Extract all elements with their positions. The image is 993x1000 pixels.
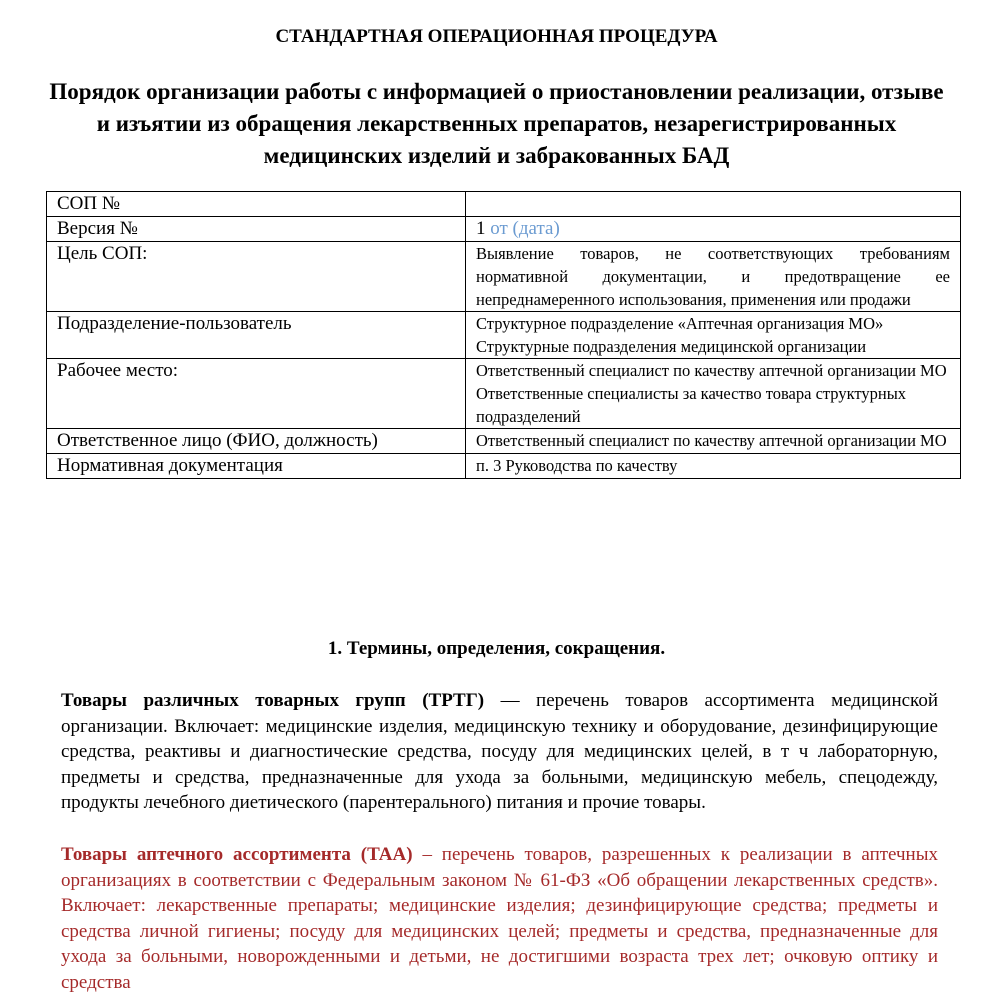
- table-row: [47, 359, 961, 429]
- row-label: Нормативная документация: [47, 454, 466, 479]
- row-value: п. 3 Руководства по качеству: [466, 454, 961, 479]
- table-row: [47, 312, 961, 359]
- row-value-line: Ответственные специалисты за качество товара структурных подразделений: [476, 384, 907, 426]
- row-value: [466, 359, 961, 429]
- row-value-line: Ответственный специалист по качеству аптечной организации МО: [476, 361, 947, 380]
- row-label: Рабочее место:: [47, 359, 466, 429]
- definition-text: — перечень товаров ассортимента медицинской организации. Включает: медицинские изделия, медицинскую технику и оборудование, дезинфицирующие средства, реактивы и диагностические средства, посуду для медицинских целей, в т ч лабораторную, предметы и средства, предназначенные для ухода за больными, медицинскую мебель, спецодежду, продукты лечебного диетического (парентерального) питания и прочие товары.: [61, 690, 938, 813]
- version-date-link[interactable]: от (дата): [490, 218, 560, 239]
- version-number: 1: [476, 218, 486, 239]
- row-value-line: Структурное подразделение «Аптечная организация МО»: [476, 314, 884, 333]
- row-value: Выявление товаров, не соответствующих требованиям нормативной документации, и предотвращение ее непреднамеренного использования, применения или продажи: [466, 242, 961, 312]
- row-value: [466, 217, 961, 242]
- table-row: [47, 242, 961, 312]
- section-heading: 1. Термины, определения, сокращения.: [327, 638, 666, 659]
- row-value-line: Структурные подразделения медицинской организации: [476, 337, 867, 356]
- document-type-heading: СТАНДАРТНАЯ ОПЕРАЦИОННАЯ ПРОЦЕДУРА: [275, 26, 718, 47]
- definition-text: – перечень товаров, разрешенных к реализации в аптечных организациях в соответствии с Федеральным законом № 61-ФЗ «Об обращении лекарственных средств». Включает: лекарственные препараты; медицинские изделия; дезинфицирующие средства; предметы и средства личной гигиены; посуду для медицинских целей; предметы и средства, предназначенные для ухода за больными, новорожденными и детьми, не достигшими возраста трех лет; очковую оптику и средства: [61, 844, 938, 993]
- definition-term: Товары различных товарных групп (ТРТГ): [61, 690, 485, 711]
- table-row: [47, 429, 961, 454]
- table-row: [47, 454, 961, 479]
- definition-paragraph: [61, 688, 938, 816]
- row-value: Ответственный специалист по качеству аптечной организации МО: [466, 429, 961, 454]
- table-row: [47, 192, 961, 217]
- row-label: Подразделение-пользователь: [47, 312, 466, 359]
- row-label: Цель СОП:: [47, 242, 466, 312]
- row-label: Ответственное лицо (ФИО, должность): [47, 429, 466, 454]
- row-label: СОП №: [47, 192, 466, 217]
- definition-term: Товары аптечного ассортимента (ТАА): [61, 844, 413, 865]
- row-value: [466, 192, 961, 217]
- row-label: Версия №: [47, 217, 466, 242]
- row-value: [466, 312, 961, 359]
- document-title: Порядок организации работы с информацией о приостановлении реализации, отзыве и изъятии из обращения лекарственных препаратов, незарегистрированных медицинских изделий и забракованных БАД: [49, 79, 944, 168]
- table-row: [47, 217, 961, 242]
- sop-info-table: [46, 191, 961, 479]
- definition-paragraph: [61, 842, 938, 995]
